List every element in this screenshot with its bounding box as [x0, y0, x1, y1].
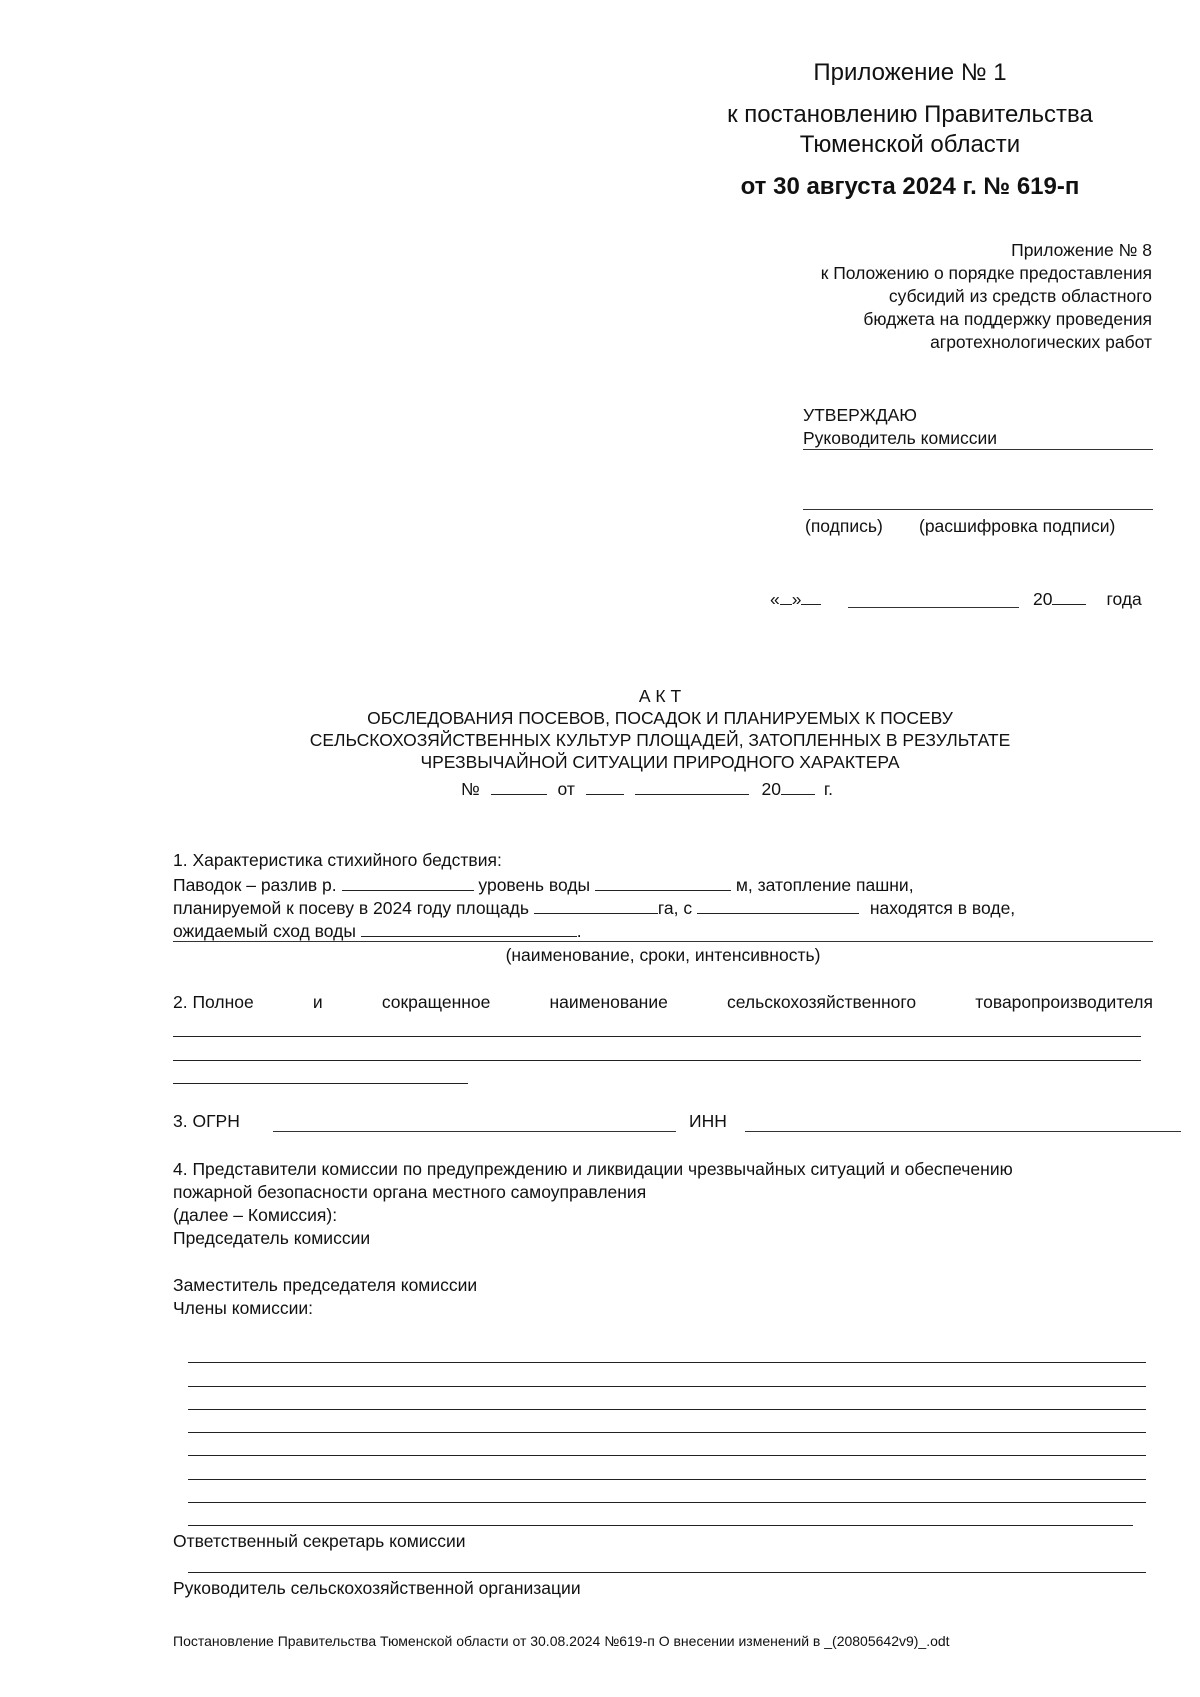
section-1-expected-line [173, 918, 582, 943]
member-line [188, 1432, 1146, 1433]
act-from-label: от [557, 779, 575, 799]
water-level-label: уровень воды [478, 875, 591, 895]
water-level-blank [595, 872, 731, 891]
section-2-word: сельскохозяйственного [727, 992, 917, 1012]
signature-caption: (подпись) [805, 516, 883, 536]
river-blank [342, 872, 474, 891]
act-title: А К Т [638, 686, 682, 706]
agri-org-head-label: Руководитель сельскохозяйственной организации [173, 1578, 581, 1598]
section-2-word: наименование [549, 992, 668, 1012]
section-2-word: товаропроизводителя [975, 992, 1153, 1012]
inn-label: ИНН [689, 1111, 727, 1131]
area-blank [534, 895, 658, 914]
secretary-line [188, 1572, 1146, 1573]
section-1-flood-line [173, 872, 914, 897]
appendix-1-title: Приложение № 1 [813, 59, 1007, 86]
planned-area-label: планируемой к посеву в 2024 году площадь [173, 898, 530, 918]
expected-recession-blank [361, 918, 577, 937]
act-year-blank [781, 776, 815, 795]
quote-close: » [791, 589, 802, 609]
member-line [188, 1525, 1133, 1526]
section-1-planned-line [173, 895, 1015, 920]
member-line [188, 1502, 1146, 1503]
footer-note: Постановление Правительства Тюменской области от 30.08.2024 №619-п О внесении изменений в _(20805642v9)_.odt [173, 1633, 950, 1649]
month-blank [848, 607, 1019, 608]
head-underline [803, 449, 1153, 450]
section-4-line-2: пожарной безопасности органа местного самоуправления [173, 1182, 647, 1202]
expected-recession-label: ожидаемый сход воды [173, 921, 356, 941]
act-year-prefix: 20 [761, 779, 781, 799]
act-title-line-2: СЕЛЬСКОХОЗЯЙСТВЕННЫХ КУЛЬТУР ПЛОЩАДЕЙ, ЗАТОПЛЕННЫХ В РЕЗУЛЬТАТЕ [309, 730, 1011, 750]
member-line [188, 1455, 1146, 1456]
day-blank [780, 586, 792, 605]
ogrn-label: 3. ОГРН [173, 1111, 240, 1131]
period: . [576, 921, 582, 941]
approval-year [1033, 586, 1142, 611]
producer-name-line [173, 1060, 1141, 1061]
act-month-blank [635, 776, 749, 795]
signature-line [803, 509, 1153, 510]
act-number-blank [491, 776, 547, 795]
act-number-label: № [461, 779, 480, 799]
meters-label: м, затопление пашни, [735, 875, 914, 895]
section-2-word: сокращенное [381, 992, 491, 1012]
resolution-line-2: Тюменской области [799, 131, 1021, 158]
act-day-blank [586, 776, 624, 795]
inn-blank [745, 1131, 1181, 1132]
approve-label: УТВЕРЖДАЮ [803, 405, 917, 425]
member-line [188, 1362, 1146, 1363]
act-title-line-3: ЧРЕЗВЫЧАЙНОЙ СИТУАЦИИ ПРИРОДНОГО ХАРАКТЕРА [420, 752, 900, 772]
in-water-label: находятся в воде, [869, 898, 1016, 918]
year-blank [1052, 586, 1086, 605]
resolution-line-1: к постановлению Правительства [727, 101, 1093, 128]
section-2-word: 2. Полное [173, 992, 254, 1012]
act-year-suffix: г. [823, 779, 833, 799]
ha-label: га, с [657, 898, 693, 918]
appendix-8-line-3: бюджета на поддержку проведения [863, 309, 1152, 329]
act-number-line [461, 776, 833, 801]
commission-head-label: Руководитель комиссии [803, 428, 998, 448]
member-line [188, 1409, 1146, 1410]
section-1-caption: (наименование, сроки, интенсивность) [505, 945, 821, 965]
members-label: Члены комиссии: [173, 1298, 314, 1318]
section-4-line-3: (далее – Комиссия): [173, 1205, 338, 1225]
member-line [188, 1386, 1146, 1387]
act-title-line-1: ОБСЛЕДОВАНИЯ ПОСЕВОВ, ПОСАДОК И ПЛАНИРУЕМЫХ К ПОСЕВУ [367, 708, 953, 728]
appendix-8-line-1: к Положению о порядке предоставления [820, 263, 1152, 283]
chairman-label: Председатель комиссии [173, 1228, 371, 1248]
year-prefix: 20 [1033, 589, 1053, 609]
signature-decoding-caption: (расшифровка подписи) [919, 516, 1116, 536]
resolution-date: от 30 августа 2024 г. № 619-п [740, 173, 1080, 200]
deputy-chairman-label: Заместитель председателя комиссии [173, 1275, 478, 1295]
flood-label: Паводок – разлив р. [173, 875, 337, 895]
ogrn-blank [273, 1131, 676, 1132]
producer-name-line [173, 1036, 1141, 1037]
approval-date [770, 586, 821, 611]
appendix-8-title: Приложение № 8 [1011, 240, 1152, 260]
section-2-word: и [312, 992, 323, 1012]
producer-name-line [173, 1083, 468, 1084]
section-4-line-1: 4. Представители комиссии по предупреждению и ликвидации чрезвычайных ситуаций и обеспечению [173, 1159, 1013, 1179]
year-suffix: года [1106, 589, 1142, 609]
appendix-8-line-4: агротехнологических работ [930, 332, 1152, 352]
section-1-title: 1. Характеристика стихийного бедствия: [173, 850, 502, 870]
appendix-8-line-2: субсидий из средств областного [888, 286, 1152, 306]
secretary-label: Ответственный секретарь комиссии [173, 1531, 466, 1551]
section-2-heading [173, 991, 1153, 1014]
member-line [188, 1479, 1146, 1480]
section-1-underline [173, 941, 1153, 942]
quote-open: « [770, 589, 780, 609]
day-blank-tail [801, 586, 821, 605]
date-from-blank [697, 895, 859, 914]
